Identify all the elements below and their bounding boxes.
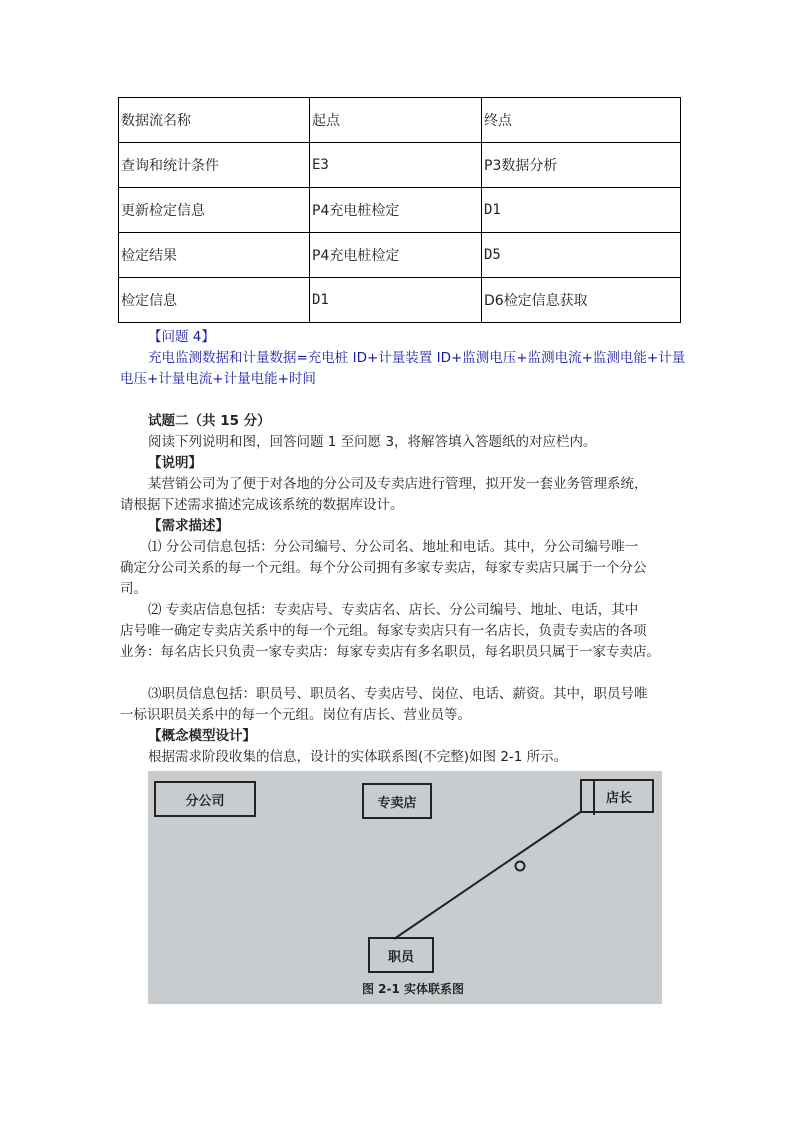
entity-employee: 职员 [368,937,434,973]
paragraph-line: ⑵ 专卖店信息包括：专卖店号、专卖店名、店长、分公司编号、地址、电话，其中 [148,602,639,618]
header-cell: 数据流名称 [119,98,310,143]
table-row [119,233,681,278]
entity-store-manager: 店长 [580,779,654,813]
table-row [119,188,681,233]
table-cell: 检定信息 [119,278,310,323]
header-cell: 起点 [310,98,482,143]
paragraph-line: 一标识职员关系中的每一个元组。岗位有店长、营业员等。 [120,707,471,723]
entity-branch-company: 分公司 [154,781,256,817]
table-cell: P4充电桩检定 [310,233,482,278]
intro-text: 阅读下列说明和图，回答问题 1 至问愿 3，将解答填入答题纸的对应栏内。 [148,434,597,450]
req-heading: 【需求描述】 [148,518,229,534]
paragraph-line: 司。 [120,581,147,597]
paragraph-line: 请根据下述需求描述完成该系统的数据库设计。 [120,497,404,513]
table-cell: 更新检定信息 [119,188,310,233]
q4-answer-line: 电压+计量电流+计量电能+时间 [120,371,316,387]
q4-answer-line: 充电监测数据和计量数据=充电桩 ID+计量装置 ID+监测电压+监测电流+监测电能+计量 [148,350,686,366]
table-row [119,278,681,323]
desc-heading: 【说明】 [148,455,202,471]
section-title: 试题二（共 15 分） [148,413,271,429]
header-cell: 终点 [482,98,681,143]
figure-caption: 图 2-1 实体联系图 [362,982,465,996]
model-heading: 【概念模型设计】 [148,728,256,744]
q4-heading: 【问题 4】 [148,329,215,345]
er-diagram-figure [148,771,662,1004]
paragraph-line: ⑶职员信息包括：职员号、职员名、专卖店号、岗位、电话、薪资。其中，职员号唯 [148,686,648,702]
paragraph-line: 确定分公司关系的每一个元组。每个分公司拥有多家专卖店，每家专卖店只属于一个分公 [120,560,647,576]
table-cell: D1 [482,188,681,233]
table-header-row [119,98,681,143]
paragraph-line: 店号唯一确定专卖店关系中的每一个元组。每家专卖店只有一名店长，负责专卖店的各项 [120,623,647,639]
paragraph-line: ⑴ 分公司信息包括：分公司编号、分公司名、地址和电话。其中，分公司编号唯一 [148,539,639,555]
table-cell: D5 [482,233,681,278]
table-cell: E3 [310,143,482,188]
paragraph-line: 某营销公司为了便于对各地的分公司及专卖店进行管理，拟开发一套业务管理系统， [148,476,648,492]
table-cell: 查询和统计条件 [119,143,310,188]
table-cell: P4充电桩检定 [310,188,482,233]
paragraph-line: 根据需求阶段收集的信息，设计的实体联系图(不完整)如图 2-1 所示。 [148,749,568,765]
relationship-connector [516,862,525,871]
table-cell: P3数据分析 [482,143,681,188]
table-cell: D6检定信息获取 [482,278,681,323]
relationship-line [394,811,582,939]
table-cell: D1 [310,278,482,323]
table-row [119,143,681,188]
data-flow-table [118,97,681,323]
entity-store: 专卖店 [362,783,432,819]
table-cell: 检定结果 [119,233,310,278]
paragraph-line: 业务：每名店长只负责一家专卖店：每家专卖店有多名职员，每名职员只属于一家专卖店。 [120,644,660,660]
